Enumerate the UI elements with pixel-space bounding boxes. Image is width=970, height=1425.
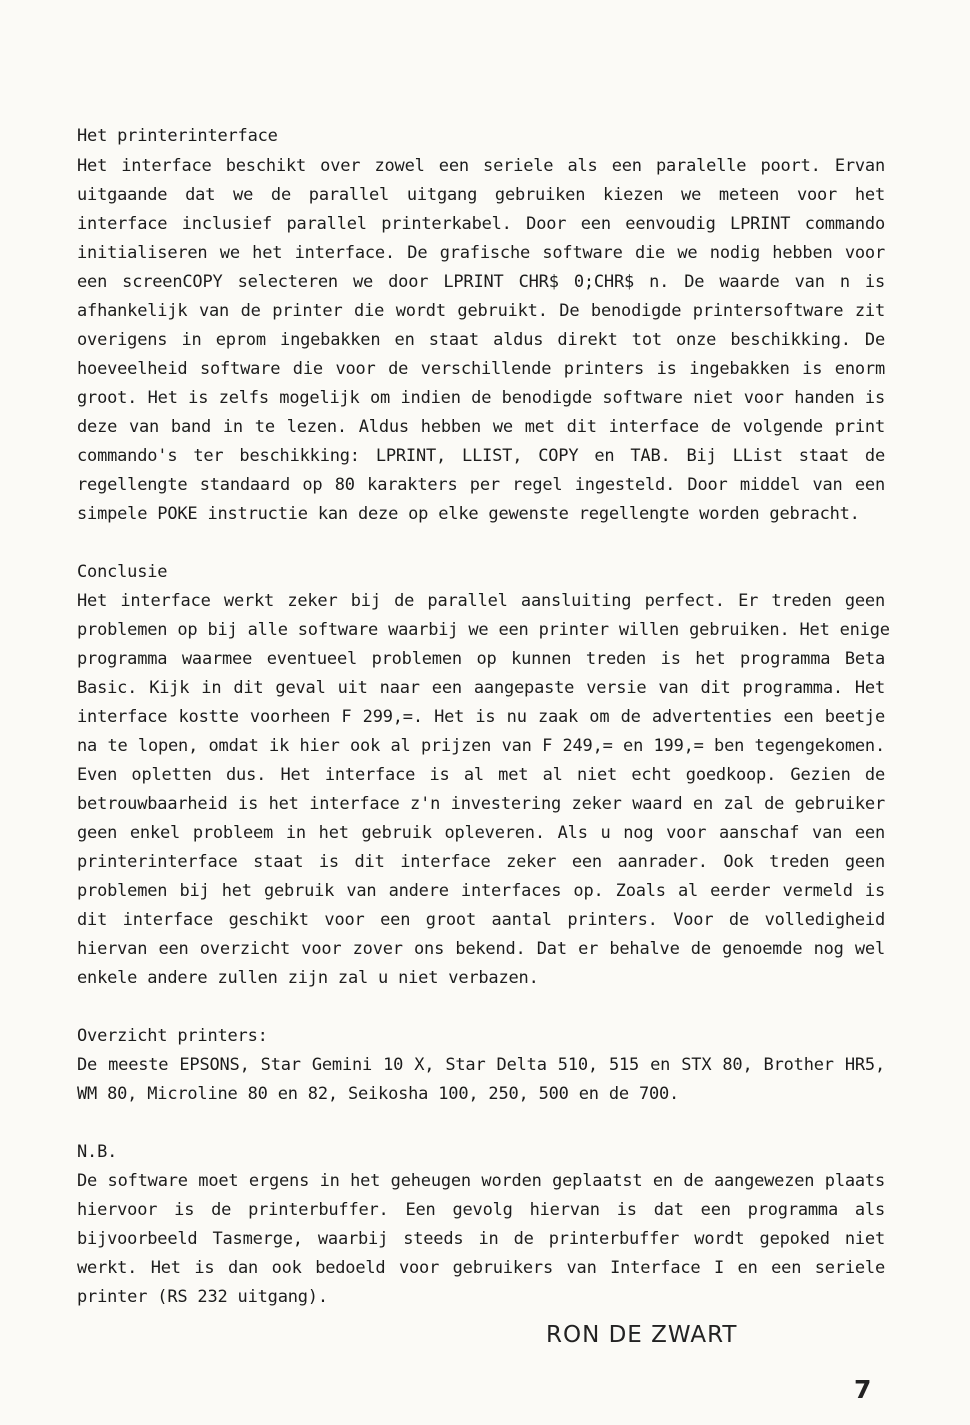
section-heading: N.B.	[77, 1142, 118, 1162]
paragraph-line: programma waarmee eventueel problemen op kunnen treden is het programma Beta	[77, 649, 885, 669]
section-heading: Het printerinterface	[77, 126, 278, 146]
page-number: 7	[854, 1375, 872, 1404]
paragraph-line: na te lopen, omdat ik hier ook al prijzen van F 249,= en 199,= ben tegengekomen.	[77, 736, 885, 756]
paragraph-line: betrouwbaarheid is het interface z'n investering zeker waard en zal de gebruiker	[77, 794, 885, 814]
paragraph-line: groot. Het is zelfs mogelijk om indien de benodigde software niet voor handen is	[77, 388, 885, 408]
paragraph-line: Even opletten dus. Het interface is al met al niet echt goedkoop. Gezien de	[77, 765, 885, 785]
paragraph-line: bijvoorbeeld Tasmerge, waarbij steeds in de printerbuffer wordt gepoked niet	[77, 1229, 885, 1249]
paragraph-line: afhankelijk van de printer die wordt gebruikt. De benodigde printersoftware zit	[77, 301, 885, 321]
paragraph-line: Basic. Kijk in dit geval uit naar een aangepaste versie van dit programma. Het	[77, 678, 885, 698]
paragraph-line: problemen op bij alle software waarbij we een printer willen gebruiken. Het enige	[77, 620, 890, 640]
section-heading: Conclusie	[77, 562, 168, 582]
paragraph-line: enkele andere zullen zijn zal u niet verbazen.	[77, 968, 539, 988]
paragraph-line: printer (RS 232 uitgang).	[77, 1287, 328, 1307]
paragraph-line: interface inclusief parallel printerkabel. Door een eenvoudig LPRINT commando	[77, 214, 885, 234]
paragraph-line: printerinterface staat is dit interface zeker een aanrader. Ook treden geen	[77, 852, 885, 872]
author-signature: RON DE ZWART	[546, 1322, 738, 1348]
paragraph-line: Het interface beschikt over zowel een seriele als een paralelle poort. Ervan	[77, 156, 885, 176]
paragraph-line: problemen bij het gebruik van andere interfaces op. Zoals al eerder vermeld is	[77, 881, 885, 901]
paragraph-line: een screenCOPY selecteren we door LPRINT CHR$ 0;CHR$ n. De waarde van n is	[77, 272, 885, 292]
paragraph-line: hoeveelheid software die voor de verschillende printers is ingebakken is enorm	[77, 359, 885, 379]
paragraph-line: initialiseren we het interface. De grafische software die we nodig hebben voor	[77, 243, 885, 263]
paragraph-line: werkt. Het is dan ook bedoeld voor gebruikers van Interface I en een seriele	[77, 1258, 885, 1278]
paragraph-line: hiervoor is de printerbuffer. Een gevolg hiervan is dat een programma als	[77, 1200, 885, 1220]
paragraph-line: hiervan een overzicht voor zover ons bekend. Dat er behalve de genoemde nog wel	[77, 939, 885, 959]
paragraph-line: geen enkel probleem in het gebruik opleveren. Als u nog voor aanschaf van een	[77, 823, 885, 843]
paragraph-line: WM 80, Microline 80 en 82, Seikosha 100, 250, 500 en de 700.	[77, 1084, 680, 1104]
paragraph-line: overigens in eprom ingebakken en staat aldus direkt tot onze beschikking. De	[77, 330, 885, 350]
paragraph-line: dit interface geschikt voor een groot aantal printers. Voor de volledigheid	[77, 910, 885, 930]
paragraph-line: simpele POKE instructie kan deze op elke gewenste regellengte worden gebracht.	[77, 504, 860, 524]
paragraph-line: De software moet ergens in het geheugen worden geplaatst en de aangewezen plaats	[77, 1171, 885, 1191]
paragraph-line: uitgaande dat we de parallel uitgang gebruiken kiezen we meteen voor het	[77, 185, 885, 205]
paragraph-line: regellengte standaard op 80 karakters per regel ingesteld. Door middel van een	[77, 475, 885, 495]
section-heading: Overzicht printers:	[77, 1026, 268, 1046]
paragraph-line: interface kostte voorheen F 299,=. Het is nu zaak om de advertenties een beetje	[77, 707, 885, 727]
paragraph-line: Het interface werkt zeker bij de parallel aansluiting perfect. Er treden geen	[77, 591, 885, 611]
paragraph-line: deze van band in te lezen. Aldus hebben we met dit interface de volgende print	[77, 417, 885, 437]
paragraph-line: De meeste EPSONS, Star Gemini 10 X, Star Delta 510, 515 en STX 80, Brother HR5,	[77, 1055, 885, 1075]
paragraph-line: commando's ter beschikking: LPRINT, LLIST, COPY en TAB. Bij LList staat de	[77, 446, 885, 466]
